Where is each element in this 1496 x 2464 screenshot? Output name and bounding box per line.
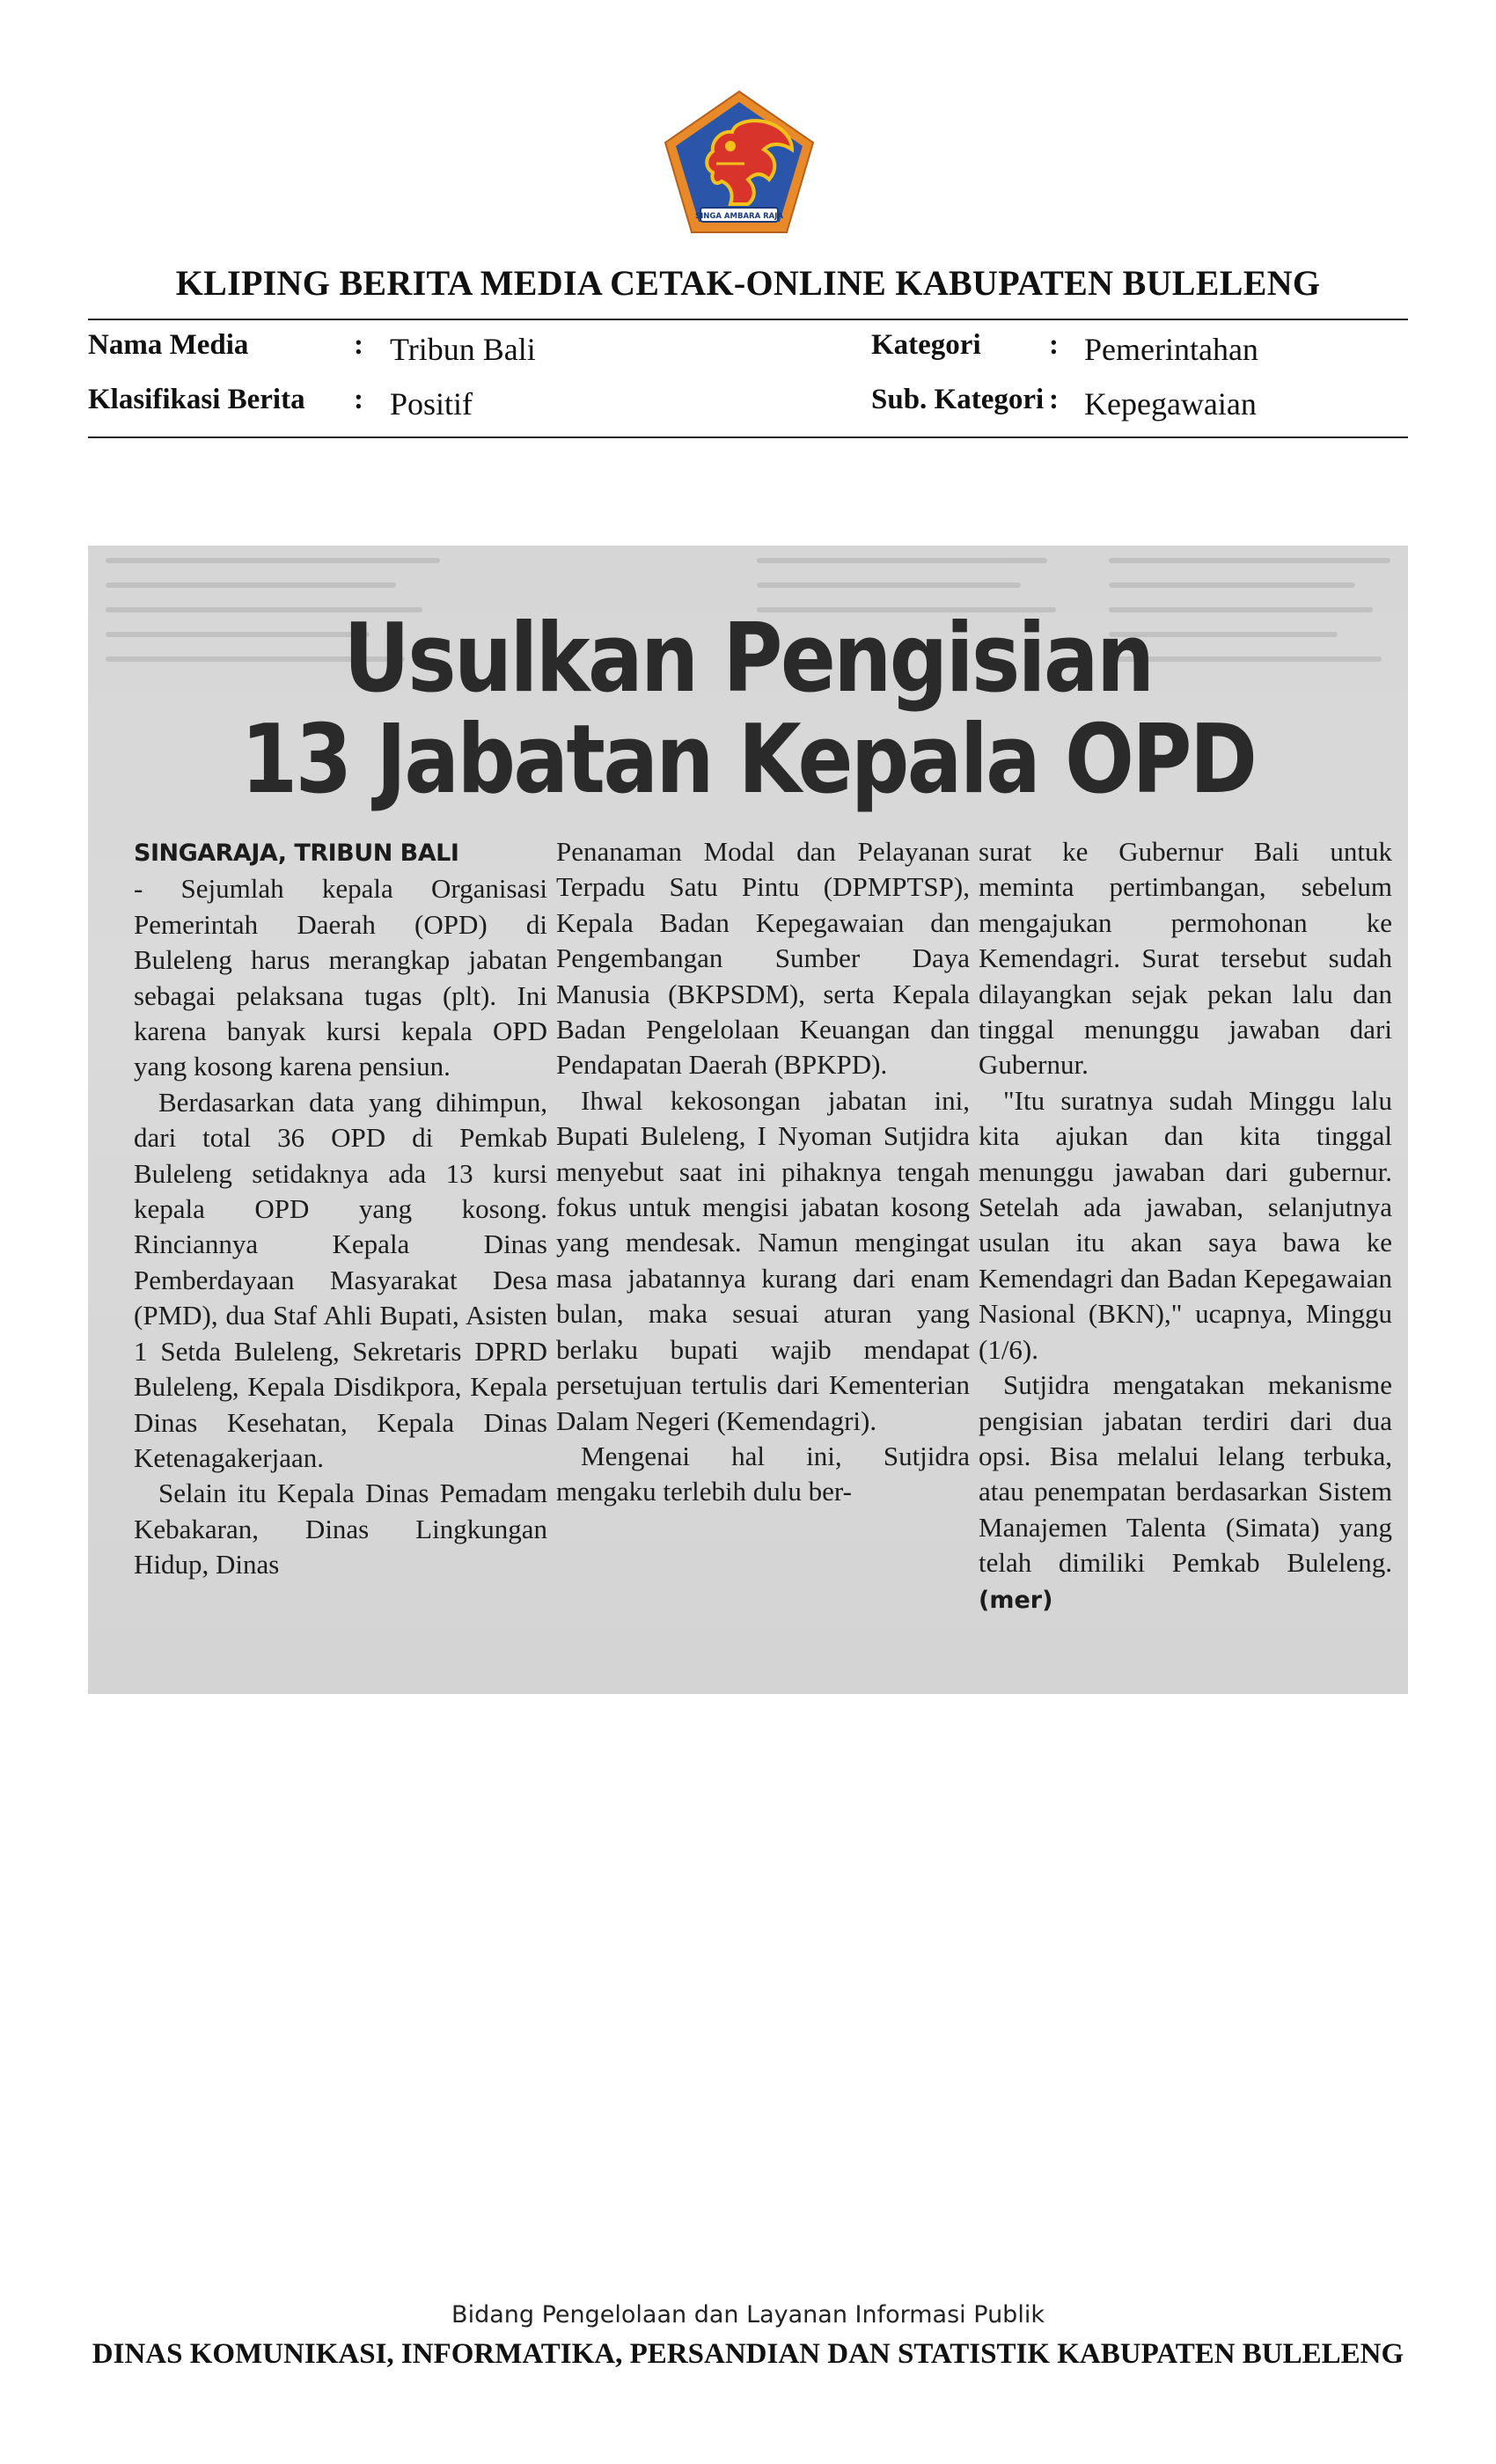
colon: : [354, 384, 363, 415]
article-paragraph: Ihwal kekosongan jabatan ini, Bupati Buleleng, I Nyoman Sutjidra menyebut saat ini pihaknya tengah fokus untuk mengisi jabatan kosong yang mendesak. Namun mengingat masa jabatannya kurang dari enam bulan, maka sesuai aturan yang berlaku bupati wajib mendapat persetujuan tertulis dari Kementerian Dalam Negeri (Kemendagri). [556, 1084, 970, 1436]
header-rule-bottom [88, 436, 1408, 438]
article-paragraph: - Sejumlah kepala Organisasi Pemerintah Daerah (OPD) di Buleleng harus merangkap jabatan sebagai pelaksana tugas (plt). Ini karena banyak kursi kepala OPD yang kosong karena pensiun. [134, 873, 547, 1082]
dateline: SINGARAJA, TRIBUN BALI [134, 840, 459, 867]
sub-kategori-label: Sub. Kategori [871, 384, 1045, 415]
author-signature: (mer) [979, 1586, 1053, 1614]
logo-text: SINGA AMBARA RAJA [695, 212, 783, 221]
article-paragraph: Penanaman Modal dan Pelayanan Terpadu Satu Pintu (DPMPTSP), Kepala Badan Kepegawaian dan Pengembangan Sumber Daya Manusia (BKPSDM), serta Kepala Badan Pengelolaan Keuangan dan Pendapatan Daerah (BPKPD). [556, 836, 970, 1081]
article-column-2 [556, 834, 970, 1510]
colon: : [1049, 384, 1059, 415]
article-paragraph: Mengenai hal ini, Sutjidra mengaku terlebih dulu ber- [556, 1440, 970, 1507]
kategori-value: Pemerintahan [1084, 332, 1258, 367]
header-rule-top [88, 319, 1408, 320]
article-column-1 [134, 834, 547, 1583]
article-paragraph: "Itu suratnya sudah Minggu lalu kita ajukan dan kita tinggal menunggu jawaban dari gubernur. Setelah ada jawaban, selanjutnya usulan itu akan saya bawa ke Kemendagri dan Badan Kepegawaian Nasional (BKN)," ucapnya, Minggu (1/6). [979, 1084, 1392, 1365]
footer-department: Bidang Pengelolaan dan Layanan Informasi Publik [451, 2301, 1045, 2328]
article-paragraph: surat ke Gubernur Bali untuk meminta pertimbangan, sebelum mengajukan permohonan ke Kemendagri. Surat tersebut sudah dilayangkan sejak pekan lalu dan tinggal menunggu jawaban dari Gubernur. [979, 836, 1392, 1081]
singa-ambara-raja-logo [660, 88, 818, 238]
kategori-label: Kategori [871, 329, 981, 361]
headline-line-1: Usulkan Pengisian [343, 604, 1153, 714]
colon: : [354, 329, 363, 361]
nama-media-value: Tribun Bali [390, 332, 536, 367]
headline-line-2: 13 Jabatan Kepala OPD [240, 705, 1256, 815]
article-paragraph: Sutjidra mengatakan mekanisme pengisian jabatan terdiri dari dua opsi. Bisa melalui lelang terbuka, atau penempatan berdasarkan Sistem Manajemen Talenta (Simata) yang telah dimiliki Pemkab Buleleng. (mer) [979, 1369, 1392, 1614]
article-paragraph: Berdasarkan data yang dihimpun, dari total 36 OPD di Pemkab Buleleng setidaknya ada 13 kursi kepala OPD yang kosong. Rinciannya Kepala Dinas Pemberdayaan Masyarakat Desa (PMD), dua Staf Ahli Bupati, Asisten 1 Setda Buleleng, Sekretaris DPRD Buleleng, Kepala Disdikpora, Kepala Dinas Kesehatan, Kepala Dinas Ketenagakerjaan. [134, 1086, 547, 1473]
colon: : [1049, 329, 1059, 361]
document-title: KLIPING BERITA MEDIA CETAK-ONLINE KABUPATEN BULELENG [175, 263, 1321, 303]
footer-agency: DINAS KOMUNIKASI, INFORMATIKA, PERSANDIAN DAN STATISTIK KABUPATEN BULELENG [92, 2338, 1404, 2370]
nama-media-label: Nama Media [88, 329, 249, 361]
sub-kategori-value: Kepegawaian [1084, 386, 1257, 422]
klasifikasi-label: Klasifikasi Berita [88, 384, 305, 415]
article-column-3 [979, 834, 1392, 1618]
news-clipping [88, 546, 1408, 1694]
article-paragraph: Selain itu Kepala Dinas Pemadam Kebakaran, Dinas Lingkungan Hidup, Dinas [134, 1478, 547, 1580]
klasifikasi-value: Positif [390, 386, 473, 422]
